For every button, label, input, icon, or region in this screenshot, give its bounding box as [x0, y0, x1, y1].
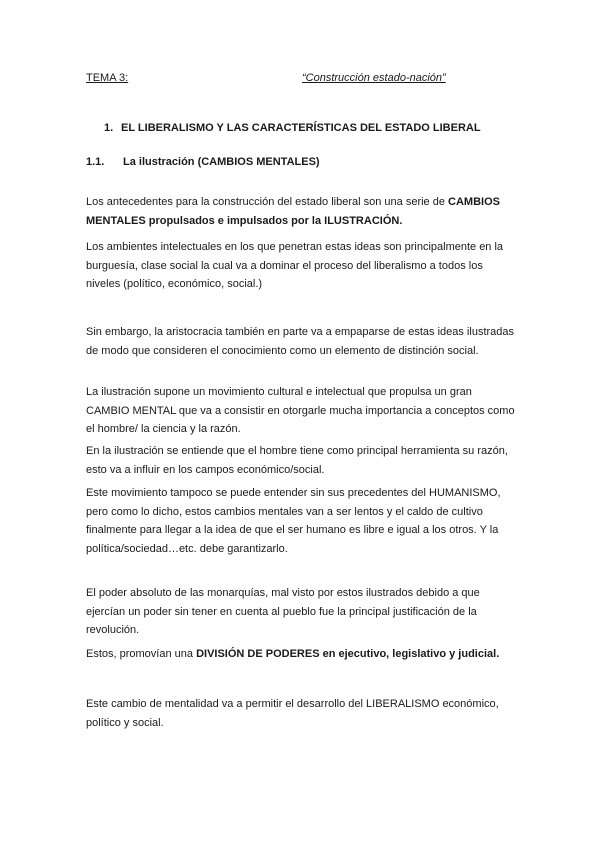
paragraph-1-text: Los antecedentes para la construcción del estado liberal son una serie de	[86, 196, 449, 208]
paragraph-4: La ilustración supone un movimiento cultural e intelectual que propulsa un gran CAMBIO MENTAL que va a consistir en otorgarle mucha importancia a conceptos como el hombre/ la ciencia y la razón.	[86, 386, 515, 435]
section-number: 1.	[104, 122, 114, 134]
section-title: EL LIBERALISMO Y LAS CARACTERÍSTICAS DEL ESTADO LIBERAL	[121, 122, 481, 134]
paragraph-8	[86, 645, 516, 664]
paragraph-9: Este cambio de mentalidad va a permitir el desarrollo del LIBERALISMO económico, político y social.	[86, 698, 499, 729]
paragraph-6: Este movimiento tampoco se puede entender sin sus precedentes del HUMANISMO, pero como lo dicho, estos cambios mentales van a ser lentos y el caldo de cultivo finalmente para llegar a la idea de que el ser humano es libre e igual a los otros. Y la política/sociedad…etc. debe garantizarlo.	[86, 487, 501, 555]
paragraph-1-emphasis: CAMBIOS MENTALES propulsados e impulsados por la ILUSTRACIÓN.	[86, 196, 500, 227]
paragraph-2: Los ambientes intelectuales en los que penetran estas ideas son principalmente en la burguesía, clase social la cual va a dominar el proceso del liberalismo a todos los niveles (político, económico, social.)	[86, 241, 504, 290]
topic-number: TEMA 3:	[86, 72, 129, 84]
paragraph-1	[86, 193, 516, 230]
paragraph-8-text: Estos, promovían una	[86, 648, 197, 660]
topic-title: “Construcción estado-nación”	[302, 72, 446, 84]
paragraph-5: En la ilustración se entiende que el hombre tiene como principal herramienta su razón, esto va a influir en los campos económico/social.	[86, 445, 508, 476]
section-heading	[104, 122, 481, 134]
paragraph-8-emphasis: DIVISIÓN DE PODERES en ejecutivo, legislativo y judicial.	[196, 648, 500, 660]
subsection-heading	[86, 156, 320, 168]
paragraph-3: Sin embargo, la aristocracia también en parte va a empaparse de estas ideas ilustradas de modo que consideren el conocimiento como un elemento de distinción social.	[86, 326, 515, 357]
paragraph-7: El poder absoluto de las monarquías, mal visto por estos ilustrados debido a que ejercían un poder sin tener en cuenta al pueblo fue la principal justificación de la revolución.	[86, 587, 480, 636]
subsection-number: 1.1.	[86, 156, 105, 168]
subsection-title: La ilustración (CAMBIOS MENTALES)	[123, 156, 320, 168]
